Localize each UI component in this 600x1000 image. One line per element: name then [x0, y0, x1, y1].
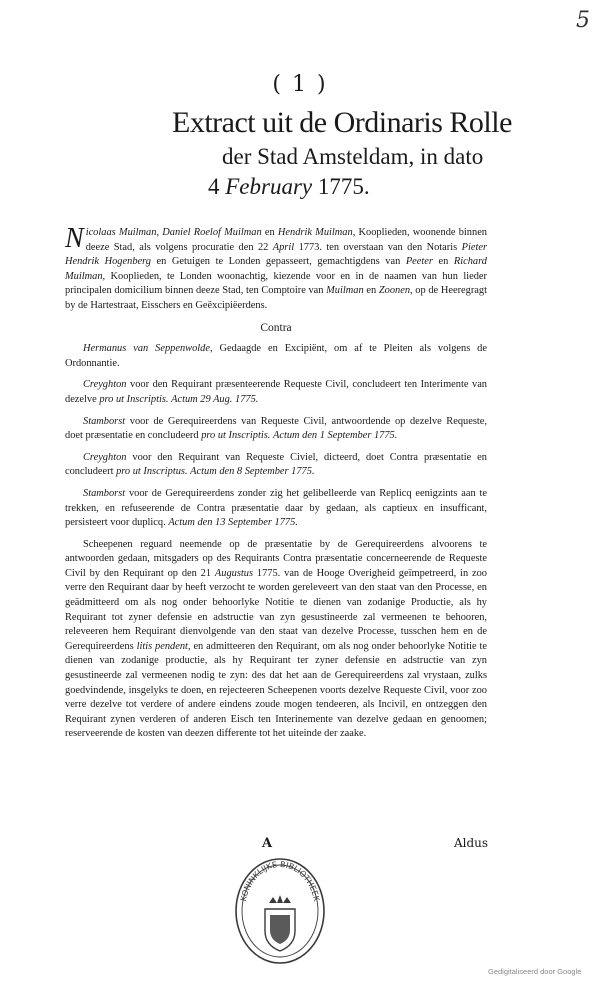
paragraph-judgment	[65, 538, 487, 742]
document-body	[65, 223, 487, 749]
lawyer-name: Creyghton	[83, 451, 127, 463]
text: en	[261, 227, 278, 238]
text: en Getuigen te Londen gepasseert, gemachtigdens van	[150, 256, 406, 268]
actum-date: Actum den 1 September 1775.	[272, 430, 398, 442]
drop-cap: N	[65, 223, 84, 254]
signature-mark: A	[262, 836, 273, 851]
paragraph-stamborst-1	[65, 415, 487, 444]
paragraph-stamborst-2	[65, 487, 487, 531]
party-name: Richard Muilman	[65, 256, 487, 282]
text: ,	[156, 227, 163, 238]
text: voor de Gerequireerdens van Requeste Civil, antwoordende op dezelve Requeste, doet præsentatie en concludeerd	[65, 415, 487, 442]
latin-phrase: pro ut Inscriptis.	[99, 393, 169, 405]
text: , op de Heeregragt by de Hartestraat, Eisschers en Geëxcipiëerdens.	[65, 285, 487, 311]
stamp-text: KONINKLIJKE BIBLIOTHEEK	[238, 859, 322, 903]
text: voor den Requirant præsenteerende Requeste Civil, concludeert ten Interimente van dezelve	[65, 379, 487, 405]
text: en	[432, 256, 454, 268]
party-name: Peeter	[405, 256, 433, 268]
folio-number: 5	[576, 8, 590, 33]
title-line-1: Extract uit de Ordinaris Rolle	[172, 106, 512, 139]
title-year: 1775.	[317, 174, 370, 199]
text: Scheepenen reguard neemende op de præsentatie by de Gerequireerdens alvoorens te antwoorden gedaan, mitsgaders op des Requirants Contra præsentatie concerneerende de Requeste Civil by den Requirant op den 21	[65, 538, 487, 579]
contra-heading: Contra	[260, 321, 292, 334]
latin-phrase: pro ut Inscriptis.	[201, 430, 271, 442]
notary-name: Pieter Hendrik Hogenberg	[65, 241, 487, 268]
text: , en admitteeren den Requirant, om als nog onder behoorlyke Notitie te dienen van zodanige productie, als hy Requirant ter zyner defensie en adstructie van zyn gesustineerde zal vermeenen nodig te zyn: des dat het aan de Gerequireerdens zal vrystaan, zulks goedvindende, insgelyks te doen, en rejecteeren Scheepenen voorts dezelve Requeste Civil, voor zoo verre dezelve tot verdere of andere eindens zoude mogen tendeeren, als Incivil, en ontzeggen den Requirant zynen verderen of anderen Eisch ten Interinemente van dezelve gedaan en genoomen; reserveerende de kosten van deezen differente tot het uiteinde der zaake.	[65, 640, 487, 740]
lawyer-name: Creyghton	[83, 379, 127, 391]
title-month: February	[225, 174, 313, 199]
party-name: Daniel Roelof Muilman	[162, 227, 262, 238]
month-name: April	[272, 241, 295, 253]
catchword: Aldus	[454, 836, 489, 850]
latin-phrase: pro ut Inscriptus.	[116, 466, 188, 478]
page-number: ( 1 )	[272, 72, 328, 97]
actum-date: Actum den 13 September 1775.	[168, 517, 298, 529]
paragraph-parties	[65, 223, 487, 314]
firm-name: Muilman	[326, 285, 364, 297]
text: 1775. van de Hooge Overigheid geïmpetreerd, in zoo verre den Requirant daar by heeft verzocht te worden gereleveert van den staat van den Processe, en geädmitteerd om als nog onder behoorlyke Notitie te dienen van zodanige Productie, als hy Requirant tot zyner defensie en adstructie van zyn gesustineerde zal vermeenen te behooren, releveeren hem Requirant dienvolgende van den staat van dezelve Processe, tusschen hem en de Gerequireerdens	[65, 567, 487, 652]
text: , Kooplieden, woonende binnen deeze Stad, als volgens procuratie den 22	[85, 227, 487, 253]
paragraph-creyghton-2	[65, 451, 487, 480]
library-stamp	[233, 853, 327, 965]
paragraph-creyghton-1	[65, 378, 487, 407]
title-day: 4	[208, 174, 220, 199]
stamp-outer-ring	[236, 859, 324, 963]
title-line-3	[208, 174, 370, 200]
party-name: Hermanus van Seppenwolde	[83, 343, 210, 355]
text: , Kooplieden, te Londen woonachtig, kiezende voor en in de naamen van hun lieder principalen domicilium binnen deeze Stad, ten Comptoire van	[65, 270, 487, 297]
party-name: icolaas Muilman	[85, 227, 157, 238]
title-line-2: der Stad Amsteldam, in dato	[222, 144, 484, 169]
coat-of-arms-icon	[265, 895, 295, 951]
party-name: Hendrik Muilman	[277, 227, 353, 238]
actum-date: Actum den 8 September 1775.	[190, 466, 315, 478]
lawyer-name: Stamborst	[83, 415, 126, 427]
text: voor de Gerequireerdens zonder zig het gelibelleerde van Replicq eenigzints aan te trekken, en refuseerende de Contra præsentatie daar by gedaan, als captieux en insufficant, persisteert voor duplicq.	[65, 487, 487, 529]
text: en	[363, 285, 379, 297]
text: , Gedaagde en Excipiënt, om af te Pleiten als volgens de Ordonnantie.	[65, 343, 487, 369]
text: voor den Requirant van Requeste Civiel, dicteerd, doet Contra præsentatie en concludeert	[65, 451, 487, 478]
lawyer-name: Stamborst	[83, 487, 126, 499]
month-name: Augustus	[214, 567, 254, 579]
text: 1773. ten overstaan van den Notaris	[294, 241, 462, 253]
paragraph-defendant	[65, 342, 487, 371]
digitization-footer: Gedigitaliseerd door Google	[488, 967, 582, 976]
actum-date: Actum 29 Aug. 1775.	[171, 393, 259, 405]
latin-phrase: litis pendent	[136, 640, 188, 652]
firm-name: Zoonen	[378, 285, 411, 297]
